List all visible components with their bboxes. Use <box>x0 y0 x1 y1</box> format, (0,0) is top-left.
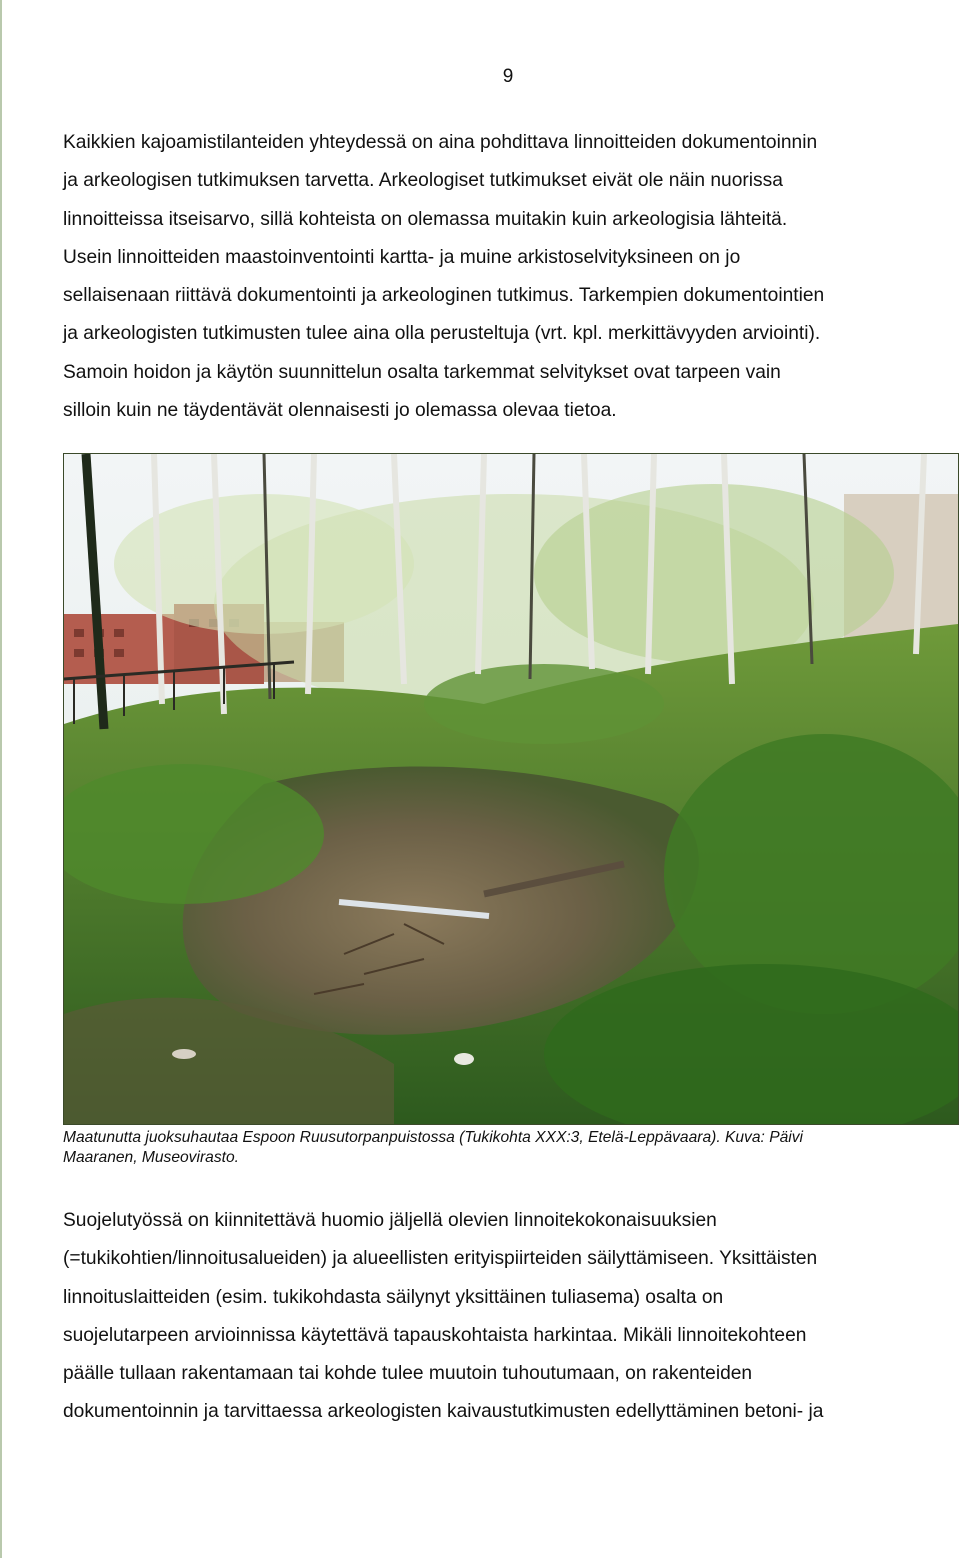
photo-overgrown-trench <box>63 453 959 1125</box>
text-line: (=tukikohtien/linnoitusalueiden) ja alueellisten erityispiirteiden säilyttämiseen. Yksittäisten <box>63 1248 818 1270</box>
text-line: Samoin hoidon ja käytön suunnittelun osalta tarkemmat selvitykset ovat tarpeen vain <box>63 361 781 383</box>
paragraph-1 <box>63 124 958 430</box>
page-number: 9 <box>502 66 514 87</box>
text-line: suojelutarpeen arvioinnissa käytettävä tapauskohtaista harkintaa. Mikäli linnoitekohteen <box>63 1324 807 1346</box>
photo-caption <box>63 1128 958 1168</box>
text-line: sellaisenaan riittävä dokumentointi ja arkeologinen tutkimus. Tarkempien dokumentointien <box>63 285 825 307</box>
paragraph-2 <box>63 1202 958 1432</box>
text-line: ja arkeologisten tutkimusten tulee aina olla perusteltuja (vrt. kpl. merkittävyyden arviointi). <box>63 323 821 345</box>
caption-line: Maaranen, Museovirasto. <box>63 1149 239 1166</box>
text-line: ja arkeologisen tutkimuksen tarvetta. Arkeologiset tutkimukset eivät ole näin nuorissa <box>63 170 783 192</box>
text-line: Suojelutyössä on kiinnitettävä huomio jäljellä olevien linnoitekokonaisuuksien <box>63 1210 717 1231</box>
text-line: päälle tullaan rakentamaan tai kohde tulee muutoin tuhoutumaan, on rakenteiden <box>63 1363 753 1385</box>
left-margin-rule <box>0 0 2 1558</box>
text-line: linnoitteissa itseisarvo, sillä kohteista on olemassa muitakin kuin arkeologisia lähteitä. <box>63 208 788 230</box>
trench-photo-illustration <box>64 454 958 1124</box>
text-line: dokumentoinnin ja tarvittaessa arkeologisten kaivaustutkimusten edellyttäminen betoni- ja <box>63 1401 824 1423</box>
text-line: Kaikkien kajoamistilanteiden yhteydessä on aina pohdittava linnoitteiden dokumentoinnin <box>63 132 818 153</box>
text-line: linnoituslaitteiden (esim. tukikohdasta säilynyt yksittäinen tuliasema) osalta on <box>63 1286 724 1308</box>
text-line: Usein linnoitteiden maastoinventointi kartta- ja muine arkistoselvityksineen on jo <box>63 246 741 268</box>
caption-line: Maatunutta juoksuhautaa Espoon Ruusutorpanpuistossa (Tukikohta XXX:3, Etelä-Leppävaara). Kuva: Päivi <box>63 1129 803 1146</box>
text-line: silloin kuin ne täydentävät olennaisesti jo olemassa olevaa tietoa. <box>63 400 617 422</box>
